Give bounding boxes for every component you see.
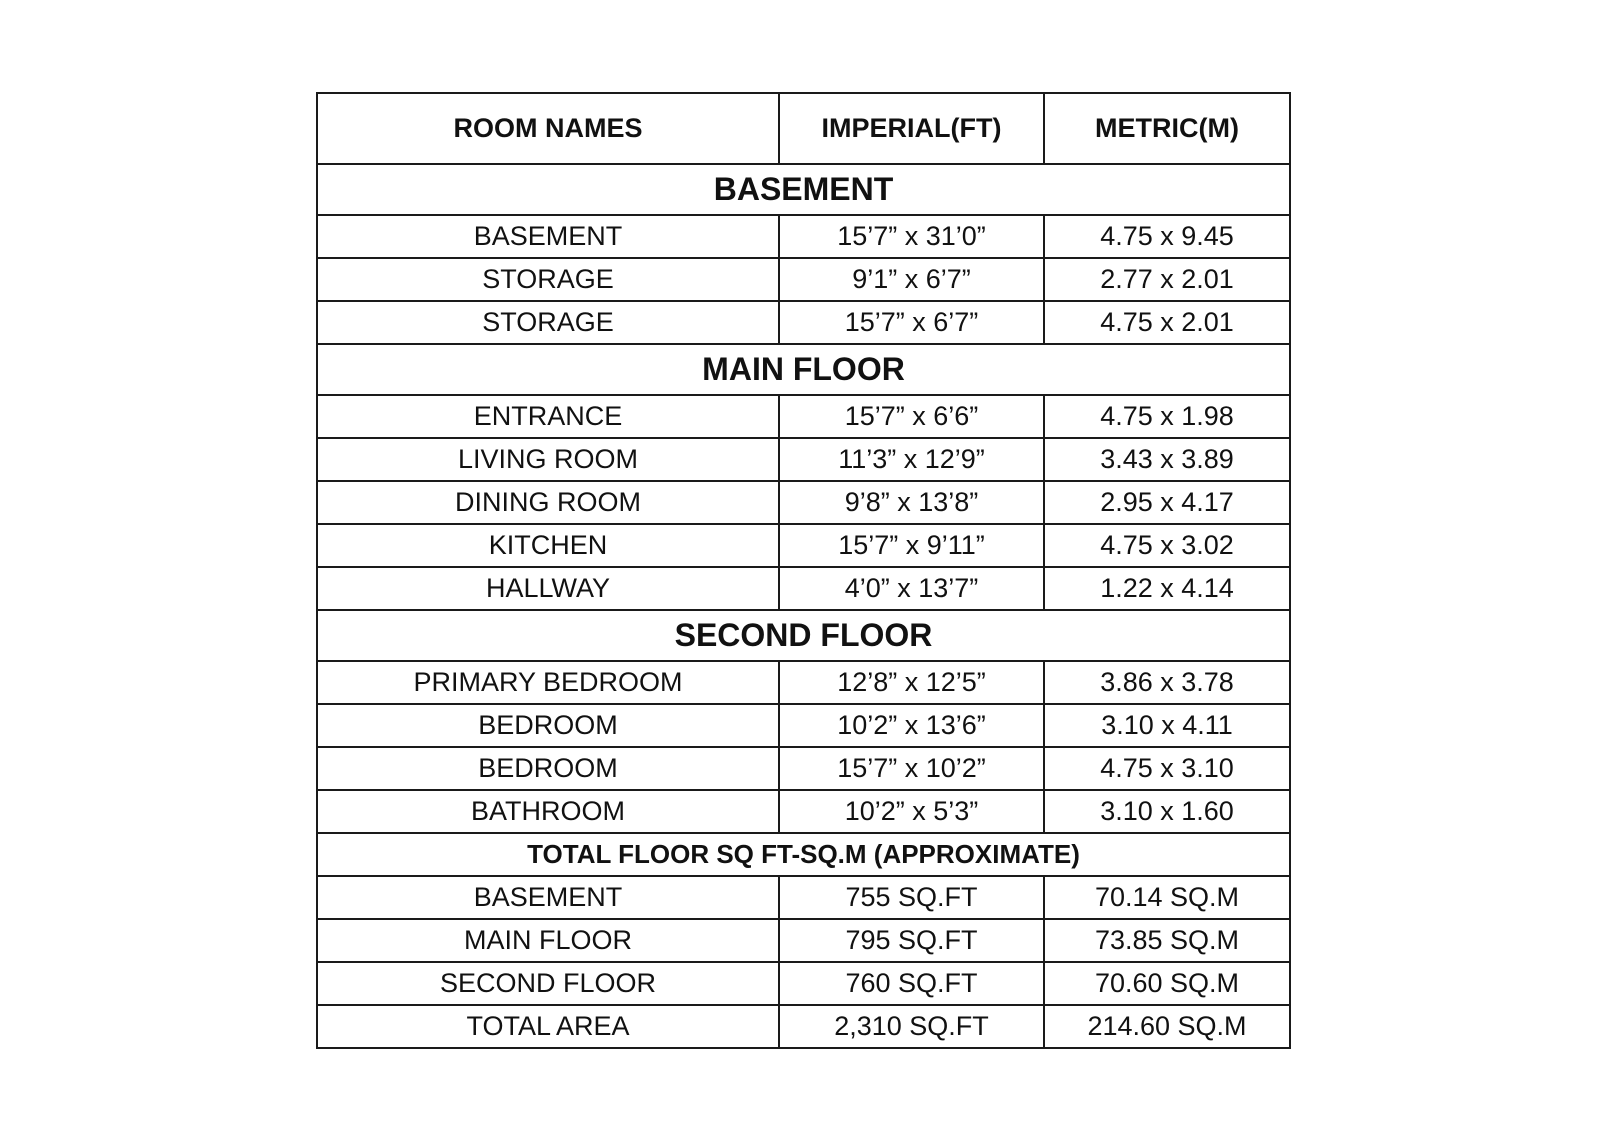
floor-name: BASEMENT (317, 876, 779, 919)
metric-value: 2.77 x 2.01 (1044, 258, 1290, 301)
table-row (317, 438, 1290, 481)
table-row (317, 301, 1290, 344)
floor-name: TOTAL AREA (317, 1005, 779, 1048)
section-row-totals (317, 833, 1290, 876)
metric-value: 4.75 x 3.10 (1044, 747, 1290, 790)
room-name: BEDROOM (317, 747, 779, 790)
room-name: STORAGE (317, 258, 779, 301)
imperial-value: 11’3” x 12’9” (779, 438, 1044, 481)
floor-name: SECOND FLOOR (317, 962, 779, 1005)
imperial-value: 15’7” x 6’7” (779, 301, 1044, 344)
table-row (317, 790, 1290, 833)
table-row (317, 481, 1290, 524)
imperial-value: 9’8” x 13’8” (779, 481, 1044, 524)
imperial-value: 9’1” x 6’7” (779, 258, 1044, 301)
room-name: BATHROOM (317, 790, 779, 833)
table-row (317, 661, 1290, 704)
room-name: KITCHEN (317, 524, 779, 567)
metric-area: 70.14 SQ.M (1044, 876, 1290, 919)
imperial-value: 10’2” x 13’6” (779, 704, 1044, 747)
section-row-second-floor (317, 610, 1290, 661)
table-row (317, 962, 1290, 1005)
imperial-value: 15’7” x 31’0” (779, 215, 1044, 258)
imperial-area: 795 SQ.FT (779, 919, 1044, 962)
metric-value: 4.75 x 9.45 (1044, 215, 1290, 258)
table-row (317, 258, 1290, 301)
imperial-area: 760 SQ.FT (779, 962, 1044, 1005)
table-row (317, 704, 1290, 747)
imperial-value: 4’0” x 13’7” (779, 567, 1044, 610)
room-name: HALLWAY (317, 567, 779, 610)
metric-value: 1.22 x 4.14 (1044, 567, 1290, 610)
metric-value: 4.75 x 3.02 (1044, 524, 1290, 567)
room-name: LIVING ROOM (317, 438, 779, 481)
table-row (317, 215, 1290, 258)
header-room-names: ROOM NAMES (317, 93, 779, 164)
section-row-main-floor (317, 344, 1290, 395)
section-title: SECOND FLOOR (317, 610, 1290, 661)
metric-value: 4.75 x 1.98 (1044, 395, 1290, 438)
metric-value: 3.86 x 3.78 (1044, 661, 1290, 704)
table-row (317, 524, 1290, 567)
room-name: BEDROOM (317, 704, 779, 747)
imperial-area: 755 SQ.FT (779, 876, 1044, 919)
imperial-value: 10’2” x 5’3” (779, 790, 1044, 833)
table-row (317, 395, 1290, 438)
metric-value: 3.10 x 1.60 (1044, 790, 1290, 833)
table-row (317, 747, 1290, 790)
room-name: ENTRANCE (317, 395, 779, 438)
metric-value: 4.75 x 2.01 (1044, 301, 1290, 344)
metric-area: 73.85 SQ.M (1044, 919, 1290, 962)
table-row (317, 876, 1290, 919)
imperial-value: 15’7” x 6’6” (779, 395, 1044, 438)
metric-value: 3.10 x 4.11 (1044, 704, 1290, 747)
imperial-value: 15’7” x 10’2” (779, 747, 1044, 790)
metric-area: 70.60 SQ.M (1044, 962, 1290, 1005)
room-name: PRIMARY BEDROOM (317, 661, 779, 704)
metric-value: 3.43 x 3.89 (1044, 438, 1290, 481)
imperial-value: 15’7” x 9’11” (779, 524, 1044, 567)
room-dimensions-table (316, 92, 1291, 1049)
metric-value: 2.95 x 4.17 (1044, 481, 1290, 524)
metric-area: 214.60 SQ.M (1044, 1005, 1290, 1048)
header-imperial: IMPERIAL(FT) (779, 93, 1044, 164)
section-title: TOTAL FLOOR SQ FT-SQ.M (APPROXIMATE) (317, 833, 1290, 876)
imperial-area: 2,310 SQ.FT (779, 1005, 1044, 1048)
room-name: BASEMENT (317, 215, 779, 258)
table-row (317, 567, 1290, 610)
section-title: MAIN FLOOR (317, 344, 1290, 395)
section-title: BASEMENT (317, 164, 1290, 215)
header-metric: METRIC(M) (1044, 93, 1290, 164)
room-name: STORAGE (317, 301, 779, 344)
table-row (317, 1005, 1290, 1048)
table-row (317, 919, 1290, 962)
section-row-basement (317, 164, 1290, 215)
room-name: DINING ROOM (317, 481, 779, 524)
imperial-value: 12’8” x 12’5” (779, 661, 1044, 704)
floor-name: MAIN FLOOR (317, 919, 779, 962)
header-row (317, 93, 1290, 164)
